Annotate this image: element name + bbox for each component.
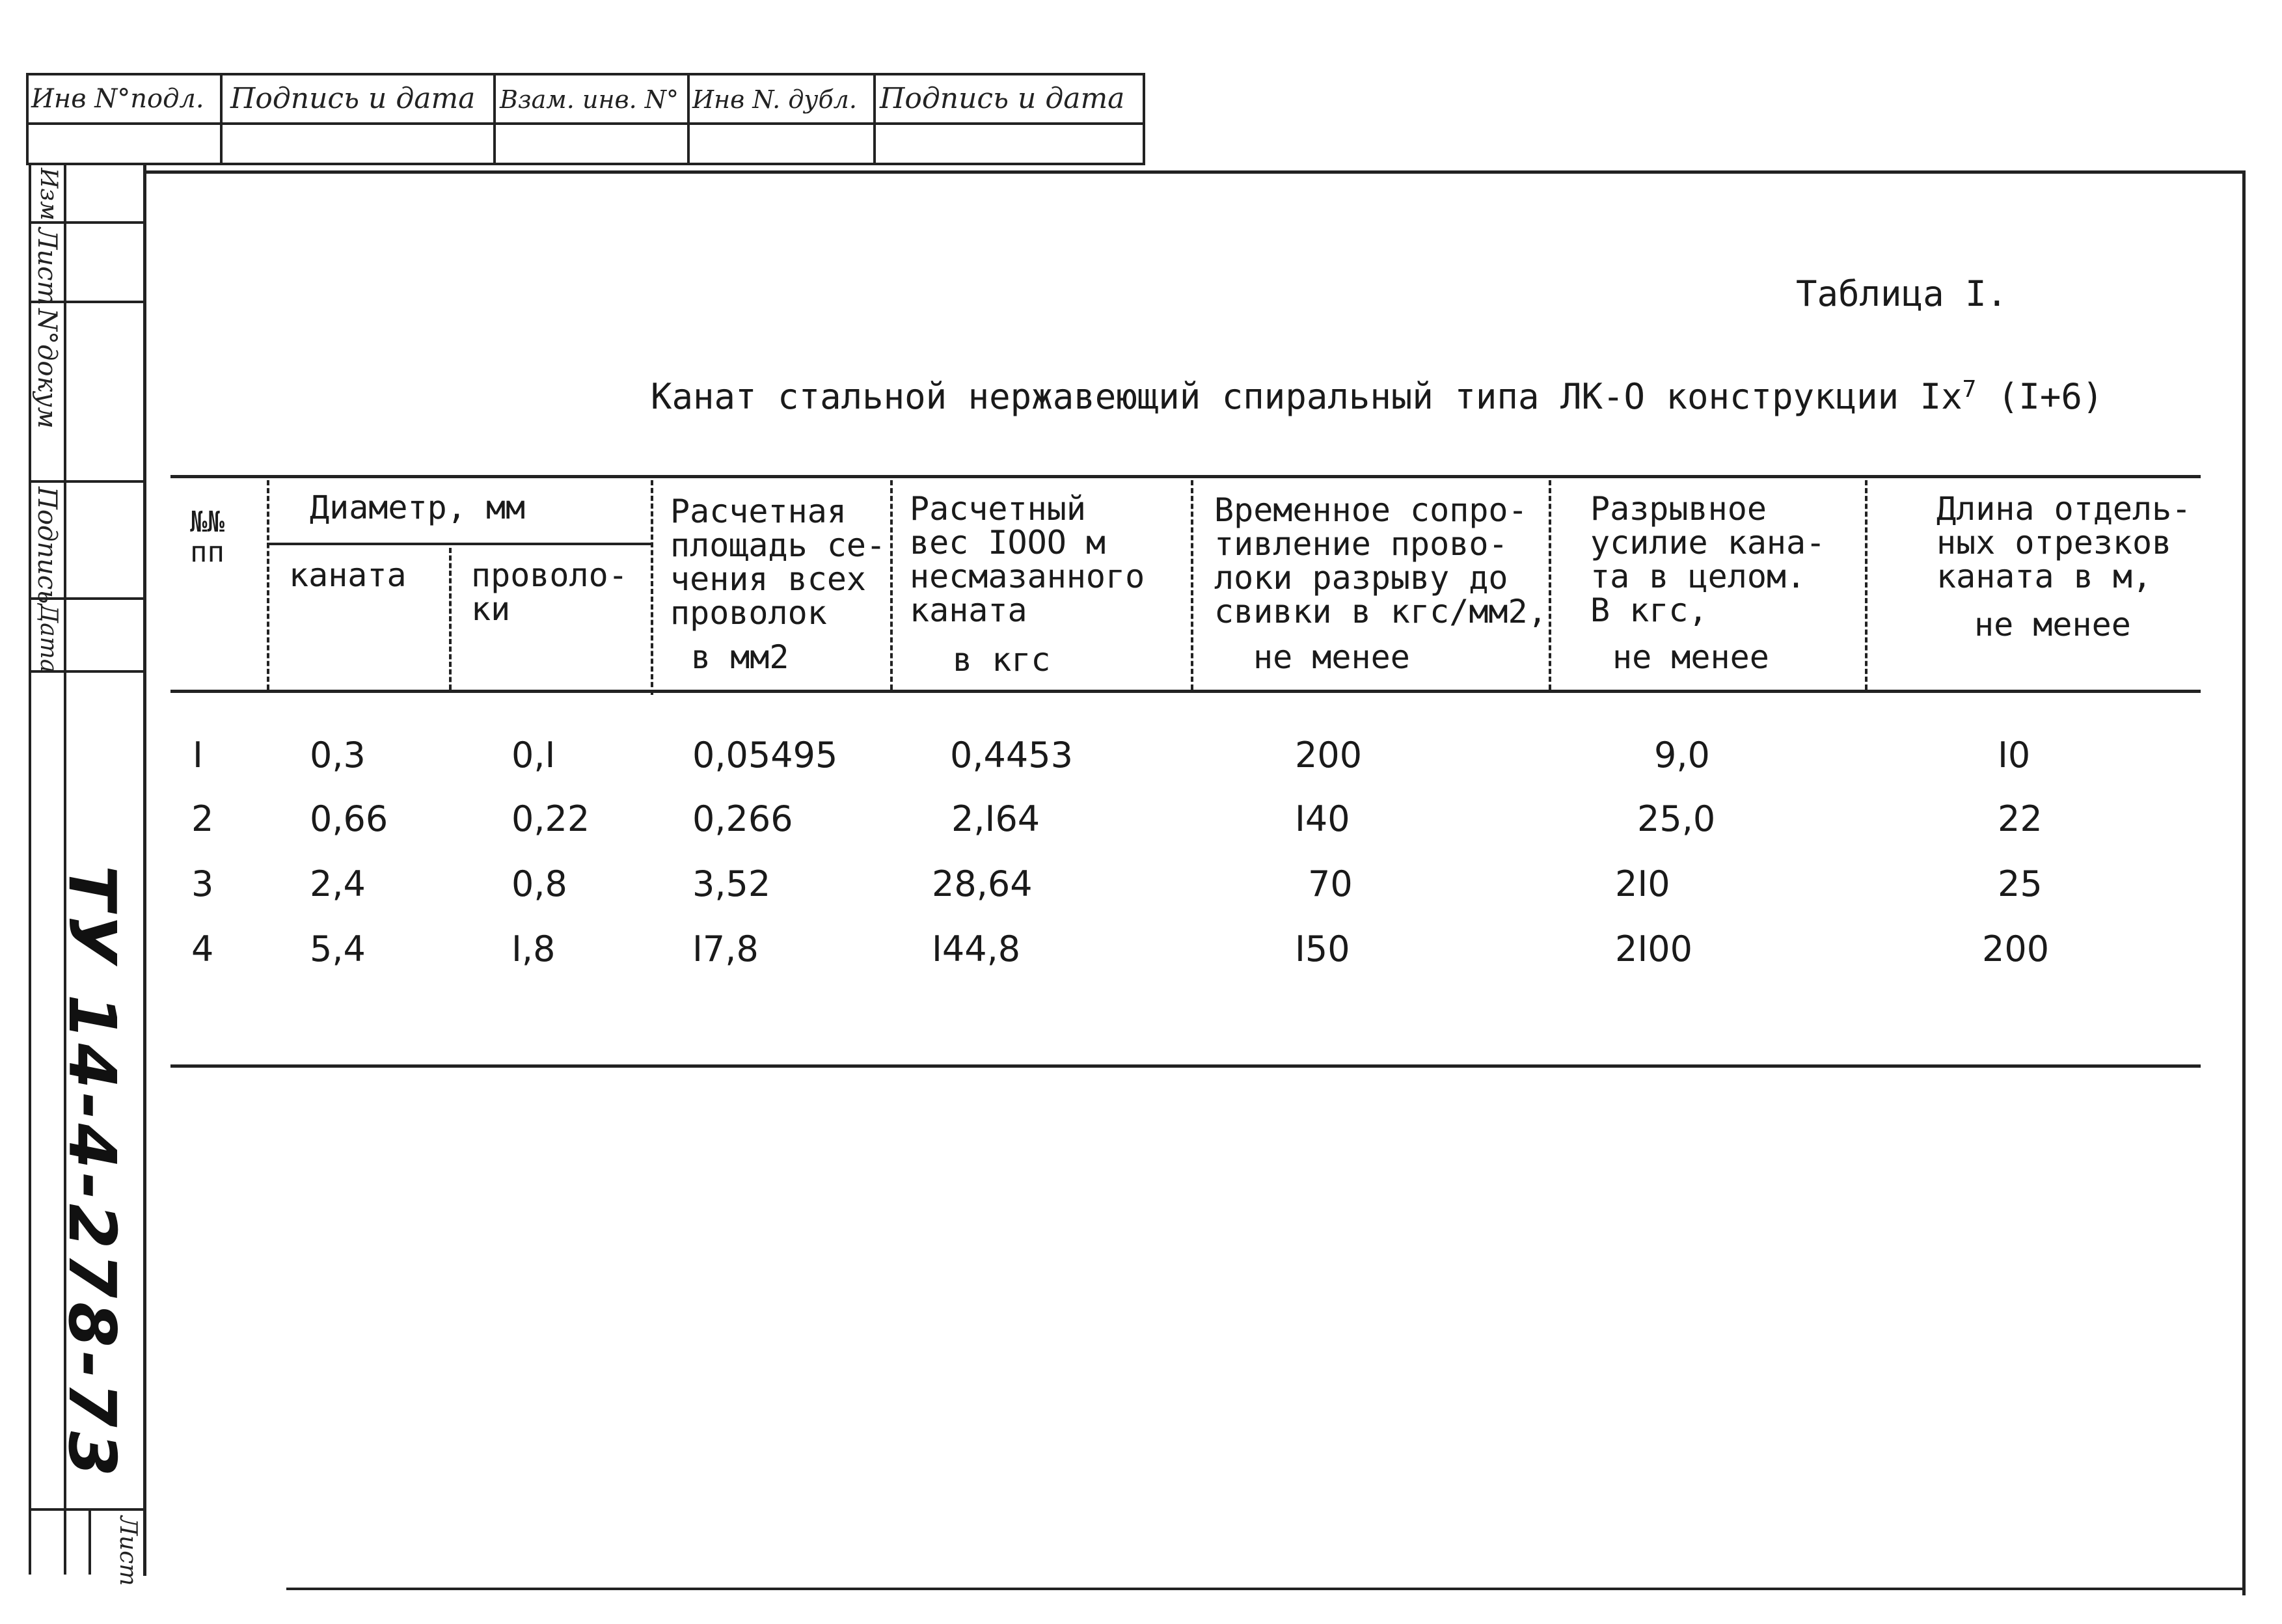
cell-number: I [193,735,203,776]
left-stamp-rule [29,480,144,483]
cell-weight: 0,4453 [950,735,1073,776]
cell-wire-diameter: I,8 [511,928,556,969]
stamp-divider [687,73,690,164]
cell-weight: 28,64 [932,863,1033,904]
column-separator [449,548,452,690]
frame-top-line [143,170,2245,174]
frame-left-line [143,164,146,1576]
caption-superscript: 7 [1962,376,1977,403]
stamp-divider [873,73,876,164]
cell-strength: 70 [1308,863,1353,904]
stamp-cell-signature-date-2: Подпись и дата [880,82,1125,115]
header-length: Длина отдель- ных отрезков каната в м, [1936,490,2192,595]
stamp-cell-signature-date: Подпись и дата [230,82,476,115]
header-wire-diameter: проволо- ки [471,556,628,628]
header-area-unit: в мм2 [691,638,789,676]
cell-rope-diameter: 0,3 [310,735,366,776]
cell-strength: I50 [1295,928,1350,969]
cell-strength: I40 [1295,798,1350,839]
frame-right-line [2242,170,2246,1595]
cell-area: 0,05495 [692,735,838,776]
left-stamp-rule [29,1508,144,1511]
document-code: ТУ 14-4-278-73 [54,865,130,1481]
table-top-rule [170,475,2201,478]
cell-number: 2 [191,798,214,839]
cell-wire-diameter: 0,8 [511,863,567,904]
cell-wire-diameter: 0,I [511,735,556,776]
header-weight-unit: в кгс [953,641,1051,679]
stamp-divider [26,73,29,164]
left-stamp-outer-line [29,163,31,1575]
cell-force: 25,0 [1637,798,1716,839]
header-strength-unit: не менее [1253,638,1410,676]
column-separator [890,480,893,690]
cell-strength: 200 [1295,735,1363,776]
table-header-bottom-rule [170,690,2201,693]
cell-length: 25 [1998,863,2043,904]
stamp-cell-replace-inv: Взам. инв. N° [500,85,679,114]
cell-area: 0,266 [692,798,793,839]
stamp-cell-inv-dup: Инв N. дубл. [692,85,857,114]
cell-weight: 2,I64 [951,798,1040,839]
frame-bottom-line [286,1588,2245,1590]
cell-length: 200 [1982,928,2050,969]
sheet-label: Лист [115,1516,141,1586]
header-force: Разрывное усилие кана- та в целом. В кгс, [1590,490,1826,629]
left-stamp-rule [29,221,144,224]
stamp-cell-sheet: Лист [32,228,62,306]
cell-length: 22 [1998,798,2043,839]
cell-force: 2I00 [1615,928,1692,969]
cell-weight: I44,8 [932,928,1021,969]
cell-force: 2I0 [1615,863,1670,904]
stamp-mid-rule [26,122,1145,125]
stamp-cell-date: Дата [35,604,62,673]
table-bottom-rule [170,1064,2201,1068]
header-diameter: Диаметр, мм [310,489,526,526]
stamp-cell-signature: Подпись [32,487,62,604]
cell-force: 9,0 [1654,735,1710,776]
column-separator [1865,480,1868,690]
diameter-sub-rule [267,543,651,545]
stamp-divider [493,73,496,164]
cell-number: 3 [191,863,214,904]
header-number: №№ пп [190,506,224,569]
header-force-unit: не менее [1612,638,1769,676]
header-area: Расчетная площадь се- чения всех проволок [670,493,886,632]
column-separator [1191,480,1193,690]
caption-text: Канат стальной нержавеющий спиральный типа ЛК-О конструкции Iх [651,376,1963,417]
cell-rope-diameter: 0,66 [310,798,388,839]
table-caption [651,376,2103,417]
cell-number: 4 [191,928,214,969]
cell-area: I7,8 [692,928,759,969]
header-strength: Временное сопро- тивление прово- локи разрыву до свивки в кгс/мм2, [1214,491,1547,630]
table-number: Таблица I. [1796,273,2008,314]
stamp-cell-doc-no: N°докум [32,308,62,429]
stamp-divider [220,73,223,164]
cell-rope-diameter: 2,4 [310,863,366,904]
stamp-bottom-rule [26,163,1145,165]
stamp-divider [1143,73,1145,164]
column-separator [651,480,653,695]
sheet-box-divider [88,1509,91,1575]
stamp-cell-inv-orig: Инв N°подл. [31,84,204,114]
stamp-cell-change: Изм [35,168,62,221]
header-length-unit: не менее [1974,606,2131,643]
header-rope-diameter: каната [289,556,407,594]
column-separator [267,480,269,690]
header-weight: Расчетный вес IООО м несмазанного каната [910,490,1145,629]
stamp-top-border [26,73,1145,75]
cell-wire-diameter: 0,22 [511,798,590,839]
column-separator [1549,480,1551,690]
cell-area: 3,52 [692,863,771,904]
caption-tail: (I+6) [1976,376,2104,417]
cell-rope-diameter: 5,4 [310,928,366,969]
cell-length: I0 [1998,735,2031,776]
